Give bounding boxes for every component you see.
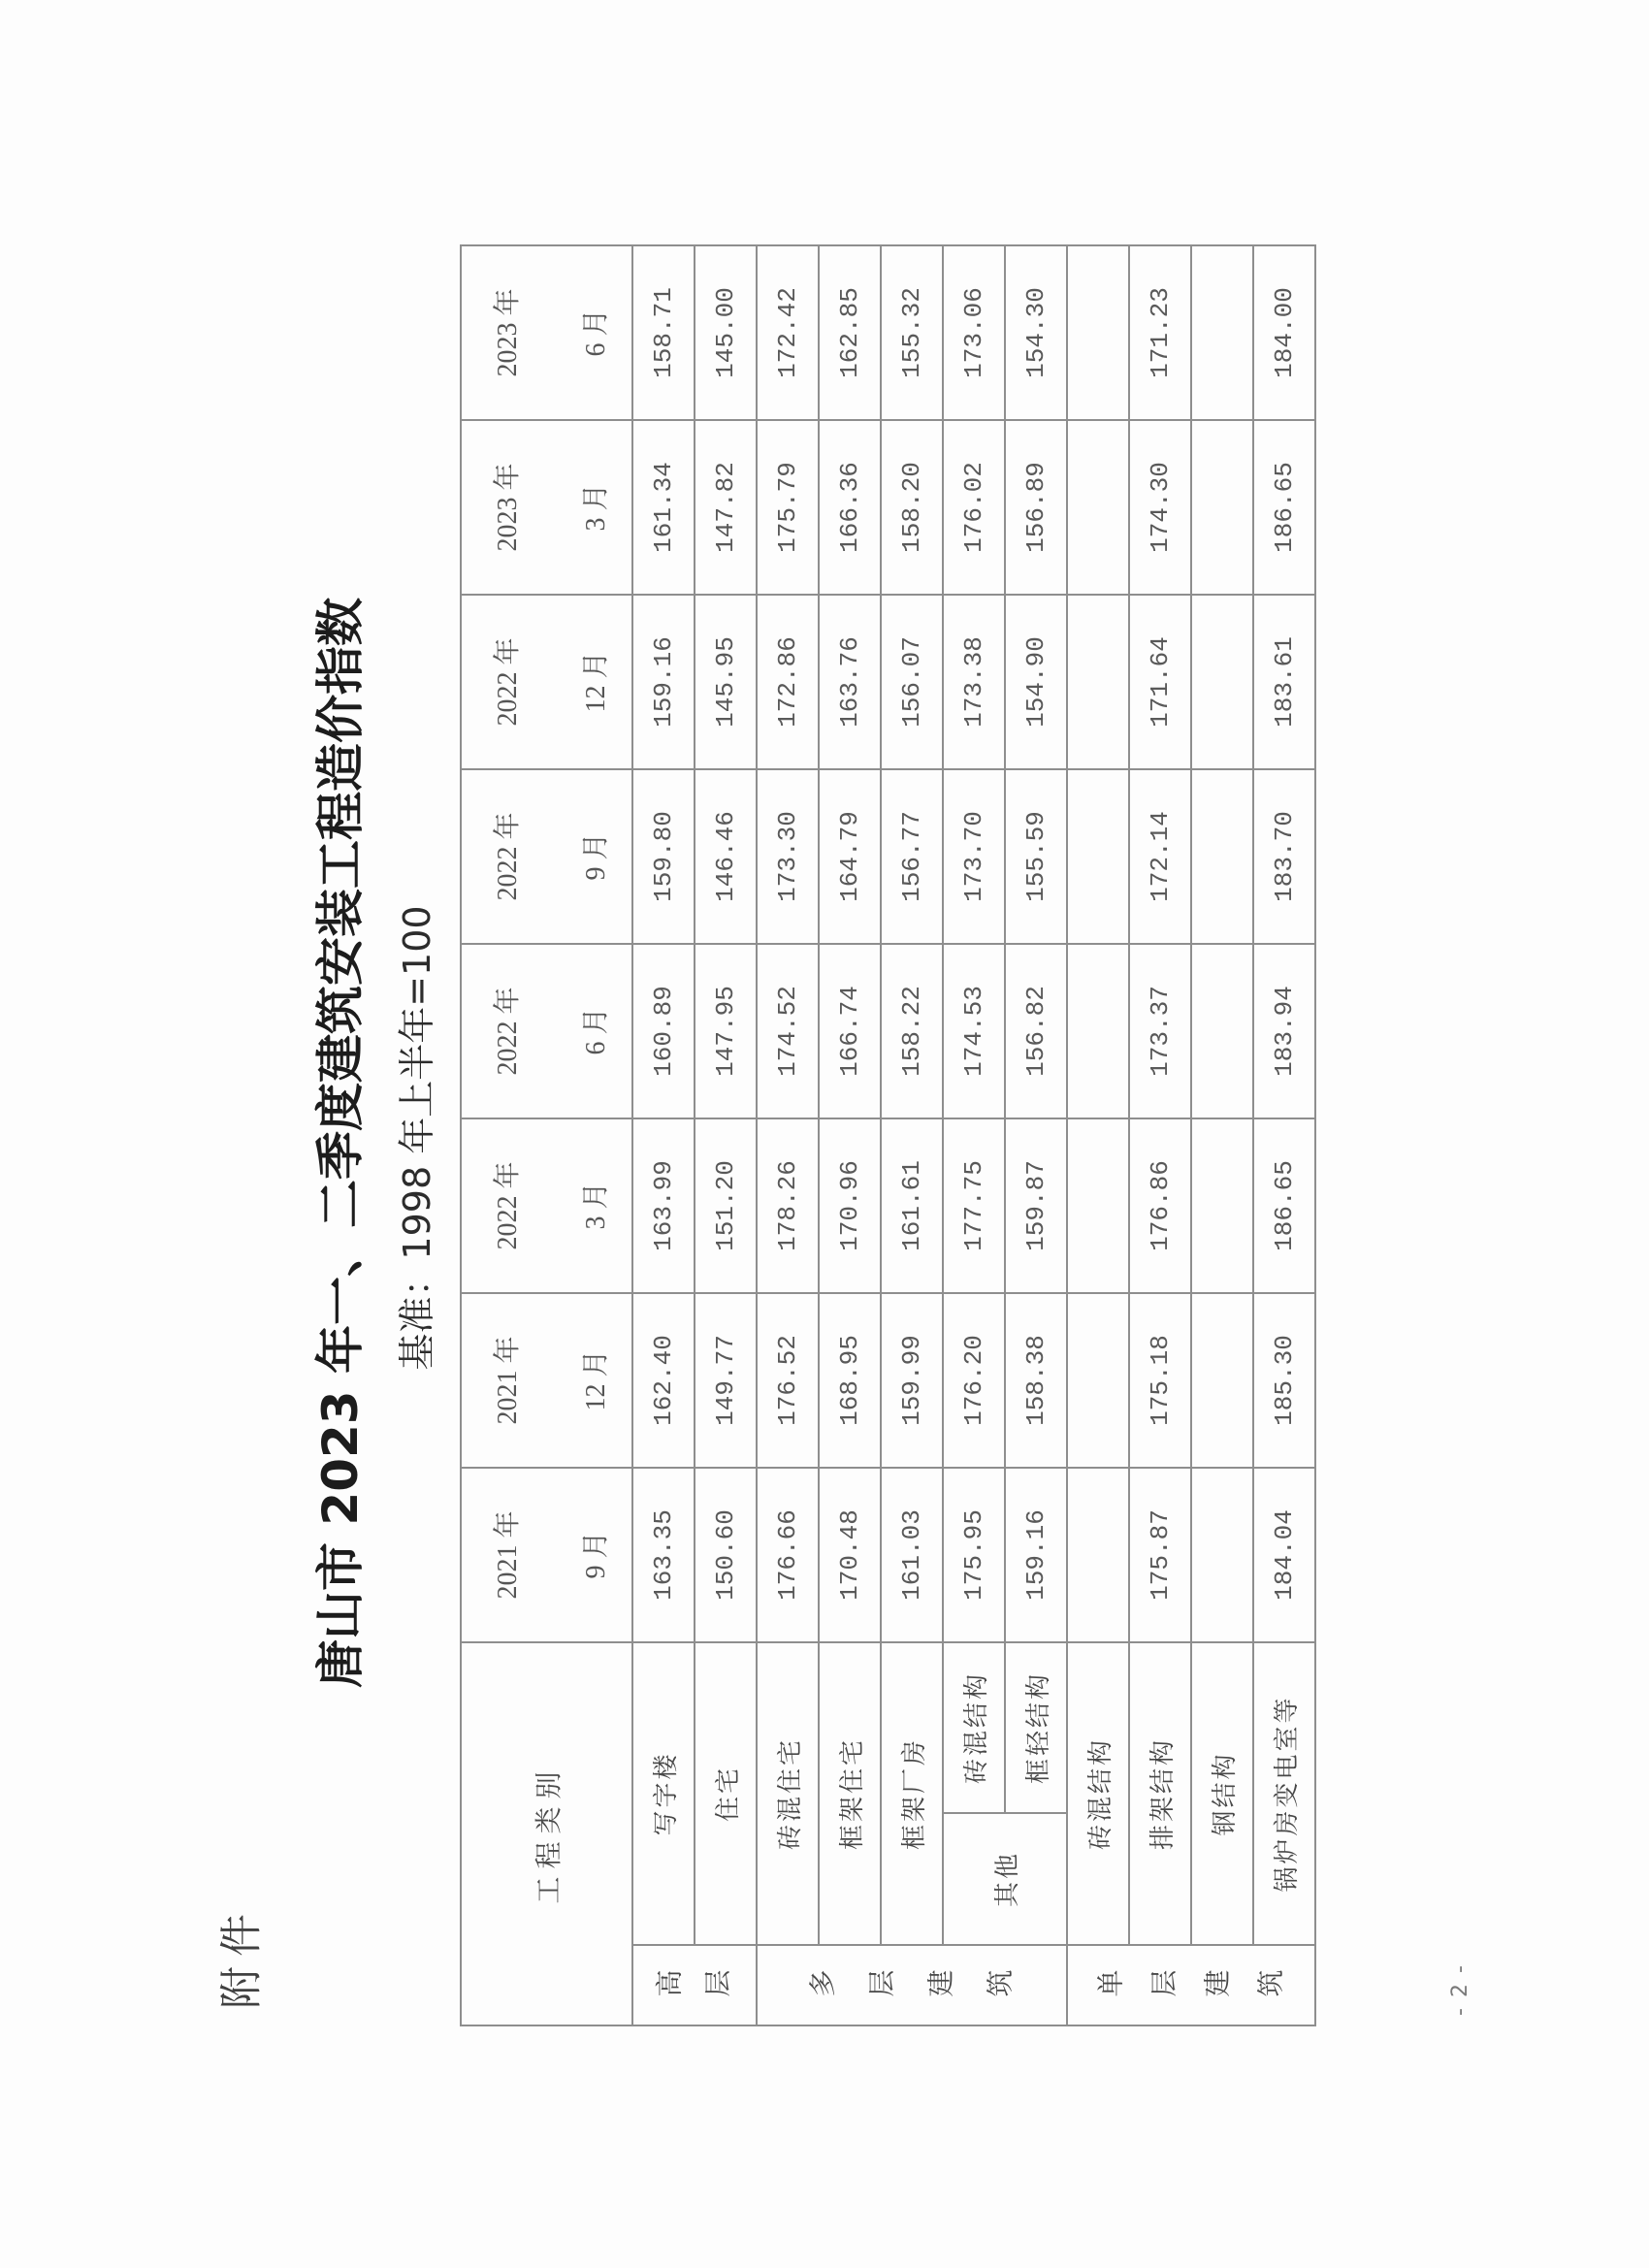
table-row bbox=[1191, 245, 1253, 2025]
column-year: 2022 年 bbox=[493, 637, 523, 727]
column-header bbox=[461, 1118, 632, 1293]
column-year: 2022 年 bbox=[493, 812, 523, 901]
column-month: 12 月 bbox=[581, 1349, 611, 1411]
baseline-note: 基准：1998 年上半年=100 bbox=[396, 905, 439, 1371]
index-value bbox=[1191, 420, 1253, 595]
index-value: 166.74 bbox=[819, 944, 881, 1118]
index-value: 160.89 bbox=[632, 944, 695, 1118]
sub-row-label: 砖混结构 bbox=[943, 1642, 1005, 1813]
index-value bbox=[1067, 595, 1129, 769]
index-value: 186.65 bbox=[1253, 1118, 1315, 1293]
index-value: 159.99 bbox=[881, 1293, 943, 1468]
column-year: 2023 年 bbox=[493, 463, 523, 552]
table-row bbox=[1067, 245, 1129, 2025]
index-value: 162.85 bbox=[819, 245, 881, 420]
index-value: 147.95 bbox=[695, 944, 757, 1118]
index-value: 176.86 bbox=[1129, 1118, 1191, 1293]
column-month: 3 月 bbox=[581, 483, 611, 532]
index-value bbox=[1191, 769, 1253, 944]
index-value bbox=[1067, 245, 1129, 420]
index-value: 158.22 bbox=[881, 944, 943, 1118]
index-value: 159.80 bbox=[632, 769, 695, 944]
cost-index-table bbox=[460, 244, 1316, 2026]
row-label: 锅炉房变电室等 bbox=[1253, 1642, 1315, 1945]
index-value: 155.59 bbox=[1005, 769, 1067, 944]
index-value: 166.36 bbox=[819, 420, 881, 595]
index-value bbox=[1191, 1468, 1253, 1642]
table-row bbox=[1253, 245, 1315, 2025]
index-value: 147.82 bbox=[695, 420, 757, 595]
index-value: 174.52 bbox=[757, 944, 819, 1118]
index-value: 170.96 bbox=[819, 1118, 881, 1293]
page-title: 唐山市 2023 年一、二季度建筑安装工程造价指数 bbox=[312, 598, 369, 1688]
index-value: 154.30 bbox=[1005, 245, 1067, 420]
index-value: 178.26 bbox=[757, 1118, 819, 1293]
index-value bbox=[1067, 769, 1129, 944]
row-label: 砖混住宅 bbox=[757, 1642, 819, 1945]
index-value bbox=[1067, 1468, 1129, 1642]
attachment-label: 附件 bbox=[216, 1904, 267, 2009]
index-value: 171.23 bbox=[1129, 245, 1191, 420]
index-value: 170.48 bbox=[819, 1468, 881, 1642]
index-value: 176.52 bbox=[757, 1293, 819, 1468]
row-label-other: 其他 bbox=[943, 1813, 1067, 1945]
index-value: 164.79 bbox=[819, 769, 881, 944]
index-value: 149.77 bbox=[695, 1293, 757, 1468]
index-value: 175.95 bbox=[943, 1468, 1005, 1642]
index-value: 145.00 bbox=[695, 245, 757, 420]
index-value: 173.30 bbox=[757, 769, 819, 944]
index-value: 159.16 bbox=[632, 595, 695, 769]
index-value: 158.20 bbox=[881, 420, 943, 595]
index-value: 150.60 bbox=[695, 1468, 757, 1642]
index-value: 159.16 bbox=[1005, 1468, 1067, 1642]
index-table-container bbox=[460, 246, 1314, 2026]
category-cell-single-story bbox=[1067, 1945, 1315, 2025]
index-value: 155.32 bbox=[881, 245, 943, 420]
index-value: 151.20 bbox=[695, 1118, 757, 1293]
index-value: 158.71 bbox=[632, 245, 695, 420]
column-month: 9 月 bbox=[581, 1531, 611, 1579]
index-value: 173.37 bbox=[1129, 944, 1191, 1118]
sub-row-label: 框轻结构 bbox=[1005, 1642, 1067, 1813]
index-value bbox=[1067, 420, 1129, 595]
column-header bbox=[461, 420, 632, 595]
index-value bbox=[1191, 944, 1253, 1118]
row-label: 砖混结构 bbox=[1067, 1642, 1129, 1945]
column-month: 3 月 bbox=[581, 1182, 611, 1230]
category-cell-multi-story bbox=[757, 1945, 1067, 2025]
index-value: 175.79 bbox=[757, 420, 819, 595]
index-value bbox=[1067, 944, 1129, 1118]
index-value: 163.76 bbox=[819, 595, 881, 769]
index-value: 186.65 bbox=[1253, 420, 1315, 595]
table-row bbox=[632, 245, 695, 2025]
category-label: 高层 bbox=[655, 1968, 752, 2001]
index-value bbox=[1067, 1118, 1129, 1293]
column-year: 2021 年 bbox=[493, 1510, 523, 1600]
table-row bbox=[881, 245, 943, 2025]
column-month: 12 月 bbox=[581, 651, 611, 713]
column-header bbox=[461, 1293, 632, 1468]
index-value: 174.53 bbox=[943, 944, 1005, 1118]
row-label: 框架住宅 bbox=[819, 1642, 881, 1945]
column-header bbox=[461, 944, 632, 1118]
table-row bbox=[1005, 245, 1067, 2025]
index-value: 161.61 bbox=[881, 1118, 943, 1293]
index-value bbox=[1191, 1118, 1253, 1293]
index-value: 175.18 bbox=[1129, 1293, 1191, 1468]
index-value: 185.30 bbox=[1253, 1293, 1315, 1468]
index-value: 163.35 bbox=[632, 1468, 695, 1642]
column-year: 2023 年 bbox=[493, 288, 523, 377]
index-value: 154.90 bbox=[1005, 595, 1067, 769]
index-value: 183.61 bbox=[1253, 595, 1315, 769]
index-value: 168.95 bbox=[819, 1293, 881, 1468]
index-value: 176.66 bbox=[757, 1468, 819, 1642]
index-value: 156.89 bbox=[1005, 420, 1067, 595]
column-month: 9 月 bbox=[581, 832, 611, 881]
index-value: 172.42 bbox=[757, 245, 819, 420]
column-year: 2021 年 bbox=[493, 1336, 523, 1425]
index-value: 173.06 bbox=[943, 245, 1005, 420]
index-value: 146.46 bbox=[695, 769, 757, 944]
table-header-row bbox=[461, 245, 632, 2025]
table-row bbox=[943, 245, 1005, 2025]
row-label: 写字楼 bbox=[632, 1642, 695, 1945]
index-value: 184.04 bbox=[1253, 1468, 1315, 1642]
index-value: 173.70 bbox=[943, 769, 1005, 944]
table-row bbox=[819, 245, 881, 2025]
column-header bbox=[461, 245, 632, 420]
table-row bbox=[757, 245, 819, 2025]
category-header: 工程类别 bbox=[461, 1642, 632, 2025]
index-value bbox=[1067, 1293, 1129, 1468]
index-value: 161.03 bbox=[881, 1468, 943, 1642]
column-month: 6 月 bbox=[581, 1007, 611, 1055]
row-label: 排架结构 bbox=[1129, 1642, 1191, 1945]
index-value: 156.07 bbox=[881, 595, 943, 769]
index-value: 184.00 bbox=[1253, 245, 1315, 420]
index-value: 183.94 bbox=[1253, 944, 1315, 1118]
index-value: 158.38 bbox=[1005, 1293, 1067, 1468]
category-label: 多层建筑 bbox=[807, 1968, 1045, 2001]
page-number: - 2 - bbox=[1447, 1963, 1472, 2016]
index-value: 174.30 bbox=[1129, 420, 1191, 595]
index-value: 172.86 bbox=[757, 595, 819, 769]
column-year: 2022 年 bbox=[493, 987, 523, 1076]
index-value: 177.75 bbox=[943, 1118, 1005, 1293]
index-value: 172.14 bbox=[1129, 769, 1191, 944]
row-label: 住宅 bbox=[695, 1642, 757, 1945]
column-month: 6 月 bbox=[581, 308, 611, 357]
index-value: 163.99 bbox=[632, 1118, 695, 1293]
category-label: 单层建筑 bbox=[1095, 1968, 1310, 2001]
index-value: 171.64 bbox=[1129, 595, 1191, 769]
column-header bbox=[461, 769, 632, 944]
category-cell-high-rise bbox=[632, 1945, 757, 2025]
index-value: 162.40 bbox=[632, 1293, 695, 1468]
index-value: 156.77 bbox=[881, 769, 943, 944]
index-value: 176.20 bbox=[943, 1293, 1005, 1468]
index-value bbox=[1191, 1293, 1253, 1468]
column-header bbox=[461, 595, 632, 769]
index-value: 173.38 bbox=[943, 595, 1005, 769]
table-row bbox=[695, 245, 757, 2025]
column-header bbox=[461, 1468, 632, 1642]
row-label: 钢结构 bbox=[1191, 1642, 1253, 1945]
row-label: 框架厂房 bbox=[881, 1642, 943, 1945]
index-value bbox=[1191, 245, 1253, 420]
index-value: 145.95 bbox=[695, 595, 757, 769]
index-value: 156.82 bbox=[1005, 944, 1067, 1118]
index-value: 159.87 bbox=[1005, 1118, 1067, 1293]
column-year: 2022 年 bbox=[493, 1161, 523, 1250]
table-row bbox=[1129, 245, 1191, 2025]
index-value: 161.34 bbox=[632, 420, 695, 595]
index-value bbox=[1191, 595, 1253, 769]
index-value: 175.87 bbox=[1129, 1468, 1191, 1642]
index-value: 176.02 bbox=[943, 420, 1005, 595]
index-value: 183.70 bbox=[1253, 769, 1315, 944]
